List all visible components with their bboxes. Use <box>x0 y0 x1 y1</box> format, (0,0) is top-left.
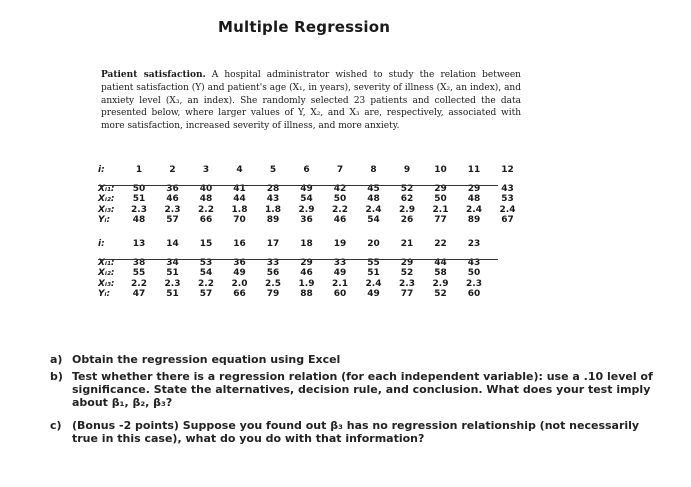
problem-lead: Patient satisfaction. <box>101 70 206 80</box>
table-cell: 19 <box>333 239 347 249</box>
table-cell: 50 <box>434 194 447 204</box>
table-cell: 7 <box>336 165 344 175</box>
table-cell: 12 <box>501 165 514 175</box>
table-cell: 33 <box>266 257 280 268</box>
table-cell: 45 <box>367 183 380 194</box>
table-row <box>98 268 518 279</box>
question-text: (Bonus -2 points) Suppose you found out β₃ has no regression relationship (not necessarily true in this case), what do you do with that information? <box>72 419 640 445</box>
table-cell: 56 <box>266 268 280 278</box>
table-cell: 2.5 <box>265 278 281 289</box>
row-label: Yᵢ: <box>98 215 111 225</box>
table-cell: 2.2 <box>131 278 147 289</box>
problem-body: A hospital administrator wished to study the relation between patient satisfaction (Y) and patient's age (X₁, in years), severity of illness (X₂, an index), and anxiety level (X₃, an index). She randomly selected 23 patients and collected the data presented below, where larger values of Y, X₂, and X₃ are, respectively, associated with more satisfaction, increased severity of illness, and more anxiety. <box>101 70 521 132</box>
table-cell: 11 <box>467 165 481 175</box>
table-cell: 44 <box>233 194 246 204</box>
table-cell: 88 <box>300 289 313 299</box>
table-cell: 55 <box>367 257 380 268</box>
table-cell: 50 <box>333 194 347 204</box>
table-cell: 46 <box>333 215 347 225</box>
table-cell: 77 <box>400 289 414 299</box>
table-cell: 48 <box>132 215 146 225</box>
question-text: Test whether there is a regression relation (for each independent variable): use a .10 level of significance. State the alternatives, decision rule, and conclusion. What does your test imply about β₁, β₂, β₃? <box>72 370 653 409</box>
table-cell: 21 <box>400 239 414 249</box>
table-cell: 55 <box>132 268 146 278</box>
table-cell: 2.2 <box>198 204 214 215</box>
table-cell: 52 <box>434 289 447 299</box>
table-cell: 54 <box>300 194 313 204</box>
table-cell: 6 <box>303 165 310 175</box>
table-cell: 5 <box>269 165 277 175</box>
table-cell: 66 <box>199 215 213 225</box>
table-cell: 2.9 <box>298 204 315 215</box>
table-cell: 53 <box>501 194 514 204</box>
table-row <box>98 289 518 300</box>
table-cell: 40 <box>199 183 213 194</box>
table-cell: 48 <box>367 194 380 204</box>
table-cell: 52 <box>400 183 414 194</box>
table-cell: 15 <box>199 239 213 249</box>
table-divider-2 <box>98 259 498 260</box>
table-cell: 77 <box>434 215 447 225</box>
table-row <box>98 205 518 216</box>
table-cell: 36 <box>300 215 313 225</box>
table-cell: 50 <box>467 268 481 278</box>
row-label: Xᵢ₁: <box>98 257 115 268</box>
table-cell: 8 <box>370 165 377 175</box>
table-cell: 48 <box>467 194 481 204</box>
row-label: Xᵢ₂: <box>98 268 115 278</box>
index-row <box>98 165 518 176</box>
table-cell: 2.4 <box>466 204 482 215</box>
table-cell: 29 <box>400 257 414 268</box>
table-cell: 43 <box>467 257 481 268</box>
table-cell: 2.4 <box>499 204 516 215</box>
table-cell: 41 <box>233 183 246 194</box>
table-cell: 1.8 <box>231 204 248 215</box>
table-cell: 2.1 <box>332 278 348 289</box>
table-cell: 22 <box>434 239 447 249</box>
table-cell: 47 <box>132 289 146 299</box>
table-cell: 2.4 <box>365 204 382 215</box>
table-cell: 1 <box>135 165 143 175</box>
table-cell: 2.3 <box>466 278 482 289</box>
row-label: i: <box>98 165 105 175</box>
table-cell: 67 <box>501 215 514 225</box>
table-cell: 2.3 <box>399 278 415 289</box>
question-marker: a) <box>50 353 63 366</box>
table-cell: 29 <box>300 257 313 268</box>
table-cell: 1.9 <box>298 278 315 289</box>
table-cell: 1.8 <box>265 204 281 215</box>
table-cell: 2.9 <box>432 278 449 289</box>
table-cell: 49 <box>333 268 347 278</box>
table-row <box>98 194 518 205</box>
table-cell: 2 <box>169 165 176 175</box>
question-text: Obtain the regression equation using Excel <box>72 353 341 366</box>
table-cell: 58 <box>434 268 447 278</box>
table-cell: 2.3 <box>164 278 181 289</box>
row-label: Xᵢ₁: <box>98 183 115 194</box>
table-cell: 2.2 <box>198 278 214 289</box>
table-cell: 89 <box>467 215 481 225</box>
table-row <box>98 279 518 290</box>
table-cell: 50 <box>132 183 146 194</box>
table-cell: 29 <box>434 183 447 194</box>
table-cell: 54 <box>199 268 213 278</box>
table-cell: 13 <box>132 239 146 249</box>
table-cell: 49 <box>367 289 380 299</box>
table-cell: 42 <box>333 183 347 194</box>
table-cell: 43 <box>501 183 514 194</box>
table-cell: 51 <box>166 268 179 278</box>
table-cell: 46 <box>166 194 179 204</box>
table-row <box>98 215 518 226</box>
table-cell: 46 <box>300 268 313 278</box>
problem-statement <box>101 69 521 133</box>
row-label: Xᵢ₃: <box>98 204 115 215</box>
table-cell: 53 <box>199 257 213 268</box>
table-cell: 66 <box>233 289 246 299</box>
index-row <box>98 239 518 250</box>
table-cell: 48 <box>199 194 213 204</box>
table-cell: 2.3 <box>131 204 147 215</box>
table-cell: 4 <box>236 165 243 175</box>
table-cell: 44 <box>434 257 447 268</box>
table-cell: 51 <box>166 289 179 299</box>
table-cell: 23 <box>467 239 481 249</box>
table-cell: 10 <box>434 165 447 175</box>
table-cell: 16 <box>233 239 246 249</box>
table-cell: 28 <box>266 183 280 194</box>
table-cell: 89 <box>266 215 280 225</box>
table-cell: 2.0 <box>231 278 248 289</box>
table-cell: 36 <box>233 257 246 268</box>
table-divider-1 <box>98 185 498 186</box>
table-cell: 20 <box>367 239 380 249</box>
table-cell: 9 <box>403 165 411 175</box>
table-cell: 60 <box>333 289 347 299</box>
table-cell: 2.4 <box>365 278 382 289</box>
table-cell: 14 <box>166 239 179 249</box>
table-cell: 70 <box>233 215 246 225</box>
question-marker: b) <box>50 370 63 383</box>
table-cell: 54 <box>367 215 380 225</box>
table-cell: 18 <box>300 239 313 249</box>
table-cell: 2.1 <box>432 204 449 215</box>
table-cell: 49 <box>233 268 246 278</box>
table-cell: 52 <box>400 268 414 278</box>
table-cell: 79 <box>266 289 280 299</box>
table-cell: 62 <box>400 194 414 204</box>
table-cell: 26 <box>400 215 414 225</box>
table-cell: 49 <box>300 183 313 194</box>
table-cell: 2.2 <box>332 204 348 215</box>
table-cell: 57 <box>199 289 213 299</box>
row-label: Xᵢ₃: <box>98 278 115 289</box>
row-label: i: <box>98 239 105 249</box>
table-cell: 43 <box>266 194 280 204</box>
table-cell: 33 <box>333 257 347 268</box>
question-marker: c) <box>50 419 62 432</box>
table-cell: 51 <box>132 194 146 204</box>
row-label: Yᵢ: <box>98 289 111 299</box>
table-cell: 57 <box>166 215 179 225</box>
table-cell: 2.9 <box>399 204 415 215</box>
table-cell: 36 <box>166 183 179 194</box>
table-cell: 51 <box>367 268 380 278</box>
table-cell: 34 <box>166 257 179 268</box>
table-cell: 38 <box>132 257 146 268</box>
table-cell: 17 <box>266 239 280 249</box>
table-cell: 29 <box>467 183 481 194</box>
table-cell: 60 <box>467 289 481 299</box>
row-label: Xᵢ₂: <box>98 194 115 204</box>
table-cell: 2.3 <box>164 204 181 215</box>
table-cell: 3 <box>202 165 210 175</box>
page-title: Multiple Regression <box>218 18 391 36</box>
